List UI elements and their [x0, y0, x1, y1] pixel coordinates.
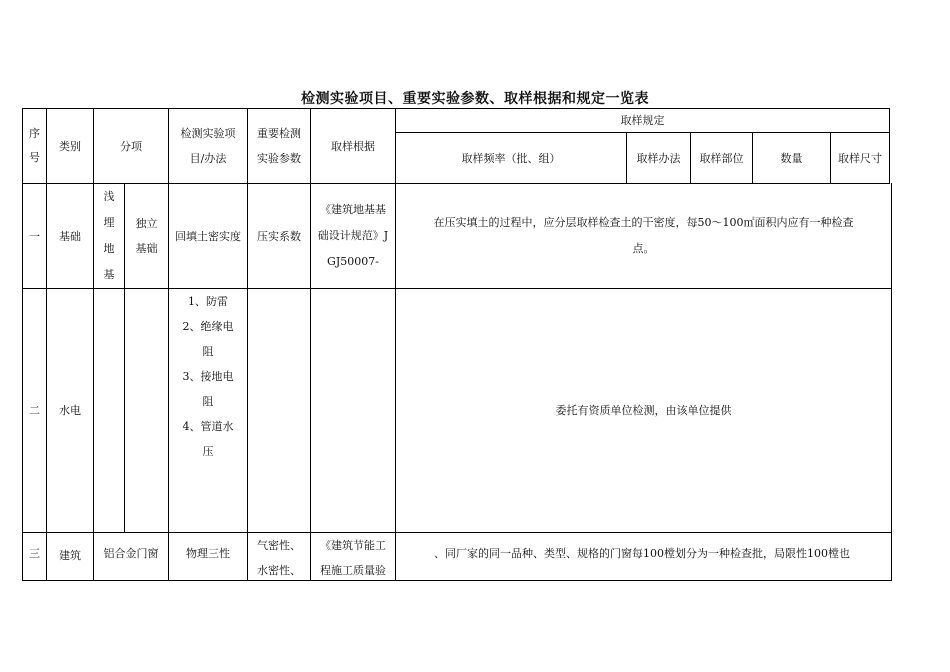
row1-category: 基础: [59, 229, 81, 243]
header-frequency: 取样频率（批、组）: [461, 151, 561, 165]
row3-key-param: 气密性、水密性、: [257, 539, 301, 577]
row3-subitem: 铝合金门窗: [103, 547, 159, 560]
row3-seq: 三: [29, 547, 40, 560]
row3-test-item: 物理三性: [186, 547, 230, 560]
row2-test-item-2: 2、绝缘电阻: [182, 320, 234, 358]
header-method: 取样办法: [636, 151, 681, 165]
row1-test-item: 回填土密实度: [175, 229, 241, 243]
row3-basis: 《建筑节能工程施工质量验: [320, 539, 386, 577]
header-subitem: 分项: [120, 139, 142, 153]
header-quantity: 数量: [780, 151, 803, 165]
page-title: 检测实验项目、重要实验参数、取样根据和规定一览表: [301, 91, 649, 107]
header-test-item: 检测实验项目/办法: [180, 127, 236, 165]
row2-test-items: [169, 289, 247, 532]
header-basis: 取样根据: [331, 139, 375, 153]
header-sampling-rules: 取样规定: [620, 114, 665, 127]
row1-subitem-b: 独立基础: [135, 217, 158, 255]
row2-category: 水电: [59, 404, 81, 417]
header-category: 类别: [59, 139, 81, 153]
row3-category: 建筑: [59, 549, 81, 562]
header-seq: 序号: [29, 127, 40, 164]
row1-key-param: 压实系数: [257, 229, 301, 243]
row1-rule: 在压实填土的过程中，应分层取样检查土的干密度，每50～100㎡面积内应有一种检查点。: [433, 216, 854, 255]
row2-seq: 二: [29, 404, 40, 417]
header-size: 取样尺寸: [838, 151, 882, 165]
row1-seq: 一: [29, 229, 40, 243]
row2-test-item-4: 4、管道水压: [182, 420, 234, 458]
row1-basis: 《建筑地基基础设计规范》JGJ50007-: [317, 203, 389, 268]
row2-test-item-3: 3、接地电阻: [182, 370, 234, 408]
row3-rule: 、同厂家的同一品种、类型、规格的门窗每100樘划分为一种检查批，局限性100樘也: [434, 547, 850, 560]
header-position: 取样部位: [699, 151, 744, 165]
row2-rule: 委托有资质单位检测，由该单位提供: [555, 404, 732, 417]
row1-subitem-a: 浅埋地基: [103, 190, 115, 281]
row2-test-item-1: 1、防雷: [188, 295, 228, 308]
header-key-param: 重要检测实验参数: [257, 127, 301, 165]
